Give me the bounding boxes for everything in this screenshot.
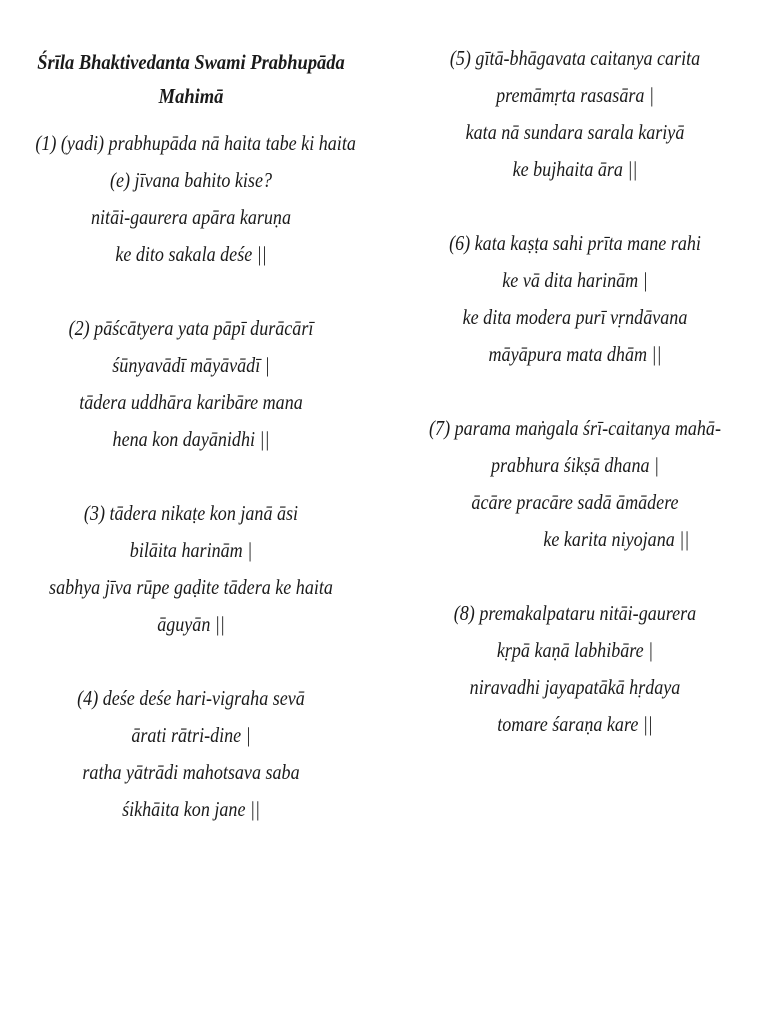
verse-6 xyxy=(392,225,758,373)
verse-line: bilāita harinām | xyxy=(129,538,253,562)
title-line-2: Mahimā xyxy=(158,84,224,108)
verse-line: ke dita modera purī vṛndāvana xyxy=(462,305,688,329)
verse-line: (1) (yadi) prabhupāda nā haita tabe ki haita xyxy=(35,131,356,155)
verse-8 xyxy=(392,595,758,743)
verse-1 xyxy=(10,125,372,273)
verse-line: nitāi-gaurera apāra karuṇa xyxy=(90,205,292,229)
verse-line: āguyān || xyxy=(157,612,225,636)
verse-line: kṛpā kaṇā labhibāre | xyxy=(496,638,654,662)
verse-line: ke vā dita harinām | xyxy=(502,268,648,292)
verse-4 xyxy=(10,680,372,828)
verse-line: premāmṛta rasasāra | xyxy=(496,83,654,107)
verse-5 xyxy=(392,40,758,188)
verse-line: (8) premakalpataru nitāi-gaurera xyxy=(453,601,697,625)
left-column xyxy=(10,0,372,865)
verse-line: ke karita niyojana || xyxy=(543,527,690,551)
verse-line: ācāre pracāre sadā āmādere xyxy=(471,490,679,514)
verse-2 xyxy=(10,310,372,458)
verse-line: kata nā sundara sarala kariyā xyxy=(465,120,685,144)
verse-line: (6) kata kaṣṭa sahi prīta mane rahi xyxy=(449,231,701,255)
verse-line: śūnyavādī māyāvādī | xyxy=(112,353,270,377)
title-line-1: Śrīla Bhaktivedanta Swami Prabhupāda xyxy=(37,50,345,74)
verse-line: ārati rātri-dine | xyxy=(131,723,251,747)
verse-line: sabhya jīva rūpe gaḍite tādera ke haita xyxy=(49,575,333,599)
verse-line: (4) deśe deśe hari-vigraha sevā xyxy=(77,686,305,710)
verse-line: (2) pāścātyera yata pāpī durācārī xyxy=(68,316,314,340)
verse-line: hena kon dayānidhi || xyxy=(112,427,270,451)
verse-line: māyāpura mata dhām || xyxy=(488,342,662,366)
verse-line: tomare śaraṇa kare || xyxy=(497,712,653,736)
verse-line: tādera uddhāra karibāre mana xyxy=(79,390,303,414)
verse-line: niravadhi jayapatākā hṛdaya xyxy=(469,675,681,699)
verse-line: ke bujhaita āra || xyxy=(512,157,638,181)
verse-line: (e) jīvana bahito kise? xyxy=(109,168,273,192)
verse-7 xyxy=(392,410,758,558)
verse-line: prabhura śikṣā dhana | xyxy=(490,453,660,477)
right-column xyxy=(392,0,758,780)
verse-line: ratha yātrādi mahotsava saba xyxy=(82,760,300,784)
verse-line: śikhāita kon jane || xyxy=(122,797,260,821)
verse-line: ke dito sakala deśe || xyxy=(115,242,267,266)
verse-line: (3) tādera nikaṭe kon janā āsi xyxy=(83,501,299,525)
verse-line: (7) parama maṅgala śrī-caitanya mahā- xyxy=(429,416,721,440)
verse-line: (5) gītā-bhāgavata caitanya carita xyxy=(449,46,701,70)
verse-3 xyxy=(10,495,372,643)
document-title xyxy=(32,45,351,113)
